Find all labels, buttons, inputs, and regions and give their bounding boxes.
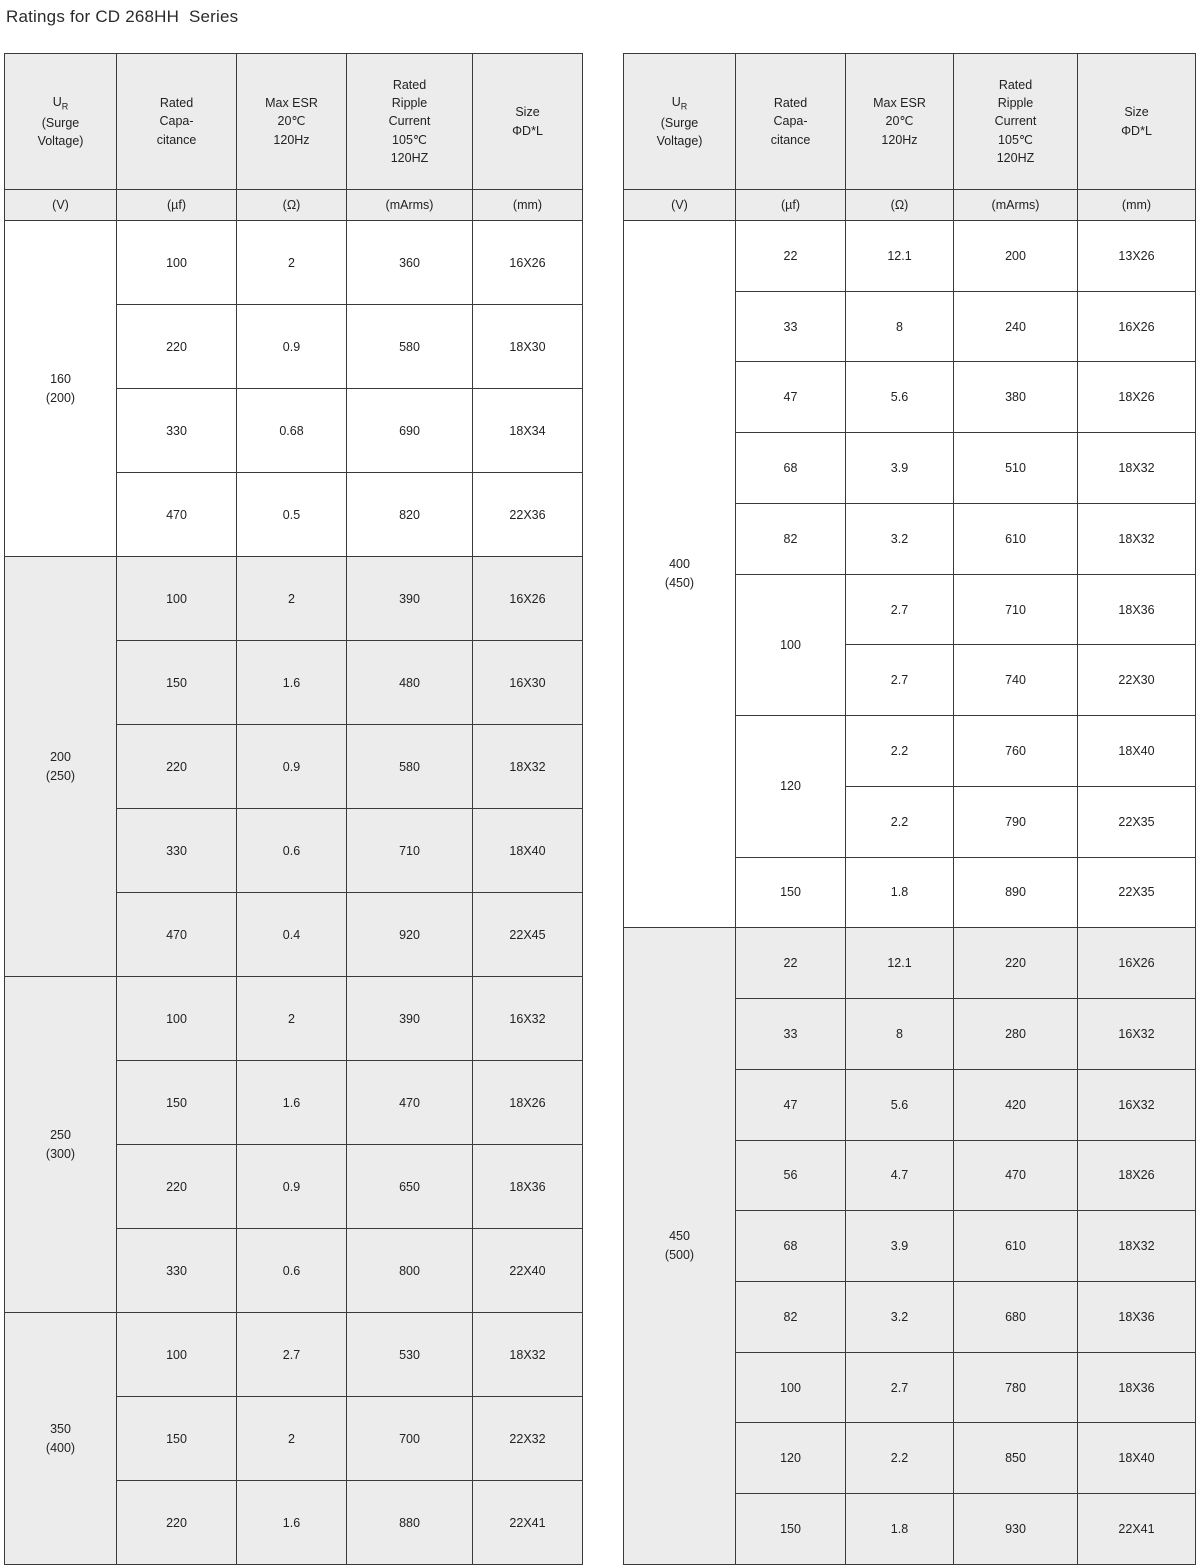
cell-size: 18X36: [473, 1145, 583, 1229]
cell-capacitance: 82: [736, 503, 846, 574]
header-ripple-line1: Rated: [392, 78, 427, 93]
header-size-line1: Size: [515, 105, 540, 120]
cell-capacitance: 470: [117, 893, 237, 977]
cell-capacitance: 220: [117, 1145, 237, 1229]
voltage-rated: 350: [50, 1421, 71, 1436]
cell-esr: 2.7: [237, 1313, 347, 1397]
header-cap-line2: Capa-: [773, 114, 808, 129]
cell-esr: 2.2: [846, 716, 954, 787]
cell-esr: 5.6: [846, 1069, 954, 1140]
cell-capacitance: 150: [117, 1397, 237, 1481]
cell-ripple: 800: [347, 1229, 473, 1313]
cell-capacitance: 150: [736, 857, 846, 928]
header-ripple-line5: 120HZ: [390, 150, 429, 165]
cell-ripple: 650: [347, 1145, 473, 1229]
cell-esr: 3.2: [846, 503, 954, 574]
cell-ripple: 470: [347, 1061, 473, 1145]
header-cap-line3: citance: [156, 132, 197, 147]
ratings-tables: [0, 53, 1200, 1565]
cell-size: 18X32: [473, 1313, 583, 1397]
cell-ripple: 470: [954, 1140, 1078, 1211]
cell-capacitance: 68: [736, 433, 846, 504]
cell-ripple: 240: [954, 291, 1078, 362]
cell-esr: 2: [237, 557, 347, 641]
cell-esr: 3.9: [846, 433, 954, 504]
voltage-group-cell: [5, 977, 117, 1313]
header-esr-line1: Max ESR: [873, 96, 926, 111]
table-units-row: [5, 190, 583, 221]
voltage-surge: (300): [45, 1146, 76, 1161]
cell-capacitance: 100: [736, 574, 846, 715]
cell-ripple: 690: [347, 389, 473, 473]
cell-esr: 2: [237, 977, 347, 1061]
cell-esr: 2.7: [846, 574, 954, 645]
cell-capacitance: 150: [117, 641, 237, 725]
cell-capacitance: 22: [736, 221, 846, 292]
cell-esr: 2: [237, 1397, 347, 1481]
cell-esr: 0.4: [237, 893, 347, 977]
header-cap-line3: citance: [770, 132, 811, 147]
cell-ripple: 610: [954, 1211, 1078, 1282]
header-ur-symbol: U: [52, 95, 62, 110]
cell-esr: 1.6: [237, 1481, 347, 1565]
unit-size: (mm): [1078, 190, 1196, 221]
cell-size: 22X36: [473, 473, 583, 557]
header-ripple-line2: Ripple: [997, 96, 1034, 111]
cell-size: 22X35: [1078, 857, 1196, 928]
cell-capacitance: 100: [117, 221, 237, 305]
unit-capacitance: (µf): [736, 190, 846, 221]
unit-esr: (Ω): [846, 190, 954, 221]
cell-ripple: 890: [954, 857, 1078, 928]
cell-size: 18X40: [1078, 716, 1196, 787]
voltage-rated: 200: [50, 749, 71, 764]
header-ur-note2: Voltage): [656, 133, 703, 148]
voltage-rated: 400: [669, 557, 690, 572]
ratings-table-right: [623, 53, 1196, 1565]
cell-size: 18X30: [473, 305, 583, 389]
cell-size: 22X41: [1078, 1494, 1196, 1565]
cell-esr: 0.6: [237, 1229, 347, 1313]
cell-ripple: 480: [347, 641, 473, 725]
cell-esr: 2.2: [846, 1423, 954, 1494]
header-ripple-line3: Current: [388, 114, 431, 129]
cell-size: 18X32: [473, 725, 583, 809]
cell-capacitance: 120: [736, 716, 846, 857]
voltage-surge: (450): [664, 576, 695, 591]
unit-ripple: (mArms): [954, 190, 1078, 221]
cell-esr: 1.6: [237, 641, 347, 725]
table-units-row: [624, 190, 1196, 221]
cell-ripple: 880: [347, 1481, 473, 1565]
cell-esr: 1.8: [846, 857, 954, 928]
cell-size: 16X32: [1078, 1069, 1196, 1140]
header-esr-line3: 120Hz: [881, 132, 918, 147]
voltage-surge: (500): [664, 1248, 695, 1263]
header-esr-line2: 20℃: [277, 114, 306, 129]
cell-size: 18X26: [473, 1061, 583, 1145]
header-ur-note2: Voltage): [37, 133, 84, 148]
voltage-group-cell: [624, 221, 736, 928]
header-ur-subscript: R: [680, 101, 688, 112]
table-row: [5, 221, 583, 305]
cell-size: 18X36: [1078, 574, 1196, 645]
cell-size: 18X36: [1078, 1352, 1196, 1423]
cell-esr: 0.68: [237, 389, 347, 473]
unit-ur: (V): [5, 190, 117, 221]
cell-size: 16X32: [473, 977, 583, 1061]
cell-esr: 2.7: [846, 1352, 954, 1423]
header-esr: [237, 54, 347, 190]
cell-size: 18X34: [473, 389, 583, 473]
cell-size: 22X40: [473, 1229, 583, 1313]
header-ur: [5, 54, 117, 190]
cell-ripple: 200: [954, 221, 1078, 292]
cell-esr: 12.1: [846, 221, 954, 292]
cell-esr: 1.6: [237, 1061, 347, 1145]
cell-esr: 12.1: [846, 928, 954, 999]
cell-capacitance: 56: [736, 1140, 846, 1211]
voltage-surge: (250): [45, 768, 76, 783]
cell-capacitance: 150: [117, 1061, 237, 1145]
cell-esr: 0.9: [237, 305, 347, 389]
cell-size: 18X32: [1078, 433, 1196, 504]
header-ripple-line2: Ripple: [391, 96, 428, 111]
cell-capacitance: 150: [736, 1494, 846, 1565]
cell-ripple: 360: [347, 221, 473, 305]
cell-ripple: 280: [954, 999, 1078, 1070]
cell-capacitance: 220: [117, 1481, 237, 1565]
voltage-group-cell: [5, 1313, 117, 1565]
header-ripple-line3: Current: [994, 114, 1037, 129]
cell-capacitance: 220: [117, 305, 237, 389]
cell-capacitance: 33: [736, 999, 846, 1070]
cell-ripple: 820: [347, 473, 473, 557]
voltage-rated: 450: [669, 1229, 690, 1244]
cell-ripple: 580: [347, 305, 473, 389]
table-row: [624, 221, 1196, 292]
cell-size: 16X30: [473, 641, 583, 725]
cell-ripple: 760: [954, 716, 1078, 787]
header-cap-line1: Rated: [159, 96, 194, 111]
header-ripple-line4: 105℃: [998, 132, 1033, 147]
header-ur-note1: (Surge: [41, 115, 80, 130]
header-ripple-current: [954, 54, 1078, 190]
voltage-surge: (400): [45, 1440, 76, 1455]
voltage-group-cell: [624, 928, 736, 1565]
cell-ripple: 710: [347, 809, 473, 893]
cell-size: 18X40: [473, 809, 583, 893]
voltage-rated: 160: [50, 371, 71, 386]
header-ripple-line1: Rated: [998, 78, 1033, 93]
cell-size: 16X26: [473, 221, 583, 305]
header-ripple-line5: 120HZ: [996, 150, 1035, 165]
cell-esr: 1.8: [846, 1494, 954, 1565]
cell-esr: 8: [846, 999, 954, 1070]
cell-capacitance: 220: [117, 725, 237, 809]
unit-ripple: (mArms): [347, 190, 473, 221]
ratings-table-left: [4, 53, 583, 1565]
cell-capacitance: 100: [117, 977, 237, 1061]
cell-size: 16X26: [1078, 291, 1196, 362]
cell-capacitance: 470: [117, 473, 237, 557]
cell-ripple: 920: [347, 893, 473, 977]
unit-capacitance: (µf): [117, 190, 237, 221]
cell-ripple: 380: [954, 362, 1078, 433]
header-ur-note1: (Surge: [660, 115, 699, 130]
table-header-row: [624, 54, 1196, 190]
table-row: [624, 928, 1196, 999]
cell-esr: 0.9: [237, 725, 347, 809]
cell-esr: 0.5: [237, 473, 347, 557]
cell-esr: 0.6: [237, 809, 347, 893]
cell-ripple: 220: [954, 928, 1078, 999]
voltage-group-cell: [5, 221, 117, 557]
header-capacitance: [117, 54, 237, 190]
cell-capacitance: 330: [117, 809, 237, 893]
cell-ripple: 680: [954, 1282, 1078, 1353]
voltage-surge: (200): [45, 390, 76, 405]
cell-capacitance: 120: [736, 1423, 846, 1494]
header-esr-line2: 20℃: [885, 114, 914, 129]
cell-capacitance: 100: [736, 1352, 846, 1423]
cell-size: 22X35: [1078, 786, 1196, 857]
cell-ripple: 390: [347, 977, 473, 1061]
cell-esr: 5.6: [846, 362, 954, 433]
cell-size: 18X26: [1078, 1140, 1196, 1211]
cell-esr: 2.7: [846, 645, 954, 716]
unit-ur: (V): [624, 190, 736, 221]
cell-capacitance: 330: [117, 1229, 237, 1313]
cell-ripple: 850: [954, 1423, 1078, 1494]
cell-size: 18X26: [1078, 362, 1196, 433]
cell-ripple: 580: [347, 725, 473, 809]
cell-size: 22X32: [473, 1397, 583, 1481]
table-header-row: [5, 54, 583, 190]
header-cap-line2: Capa-: [159, 114, 194, 129]
table-row: [5, 557, 583, 641]
cell-size: 22X45: [473, 893, 583, 977]
cell-capacitance: 100: [117, 1313, 237, 1397]
voltage-rated: 250: [50, 1127, 71, 1142]
cell-size: 16X32: [1078, 999, 1196, 1070]
header-ur-symbol: U: [671, 95, 681, 110]
cell-ripple: 710: [954, 574, 1078, 645]
table-body-right: [624, 221, 1196, 1565]
header-ur: [624, 54, 736, 190]
cell-capacitance: 47: [736, 1069, 846, 1140]
cell-ripple: 700: [347, 1397, 473, 1481]
cell-capacitance: 100: [117, 557, 237, 641]
header-esr: [846, 54, 954, 190]
cell-size: 18X32: [1078, 1211, 1196, 1282]
cell-esr: 8: [846, 291, 954, 362]
header-capacitance: [736, 54, 846, 190]
cell-capacitance: 22: [736, 928, 846, 999]
voltage-group-cell: [5, 557, 117, 977]
cell-ripple: 930: [954, 1494, 1078, 1565]
header-esr-line1: Max ESR: [265, 96, 318, 111]
cell-esr: 2: [237, 221, 347, 305]
cell-size: 18X40: [1078, 1423, 1196, 1494]
header-size: [1078, 54, 1196, 190]
header-ripple-current: [347, 54, 473, 190]
header-size-line1: Size: [1124, 105, 1149, 120]
cell-capacitance: 68: [736, 1211, 846, 1282]
cell-ripple: 390: [347, 557, 473, 641]
cell-ripple: 780: [954, 1352, 1078, 1423]
cell-esr: 2.2: [846, 786, 954, 857]
cell-esr: 3.9: [846, 1211, 954, 1282]
cell-size: 22X41: [473, 1481, 583, 1565]
cell-ripple: 420: [954, 1069, 1078, 1140]
cell-size: 13X26: [1078, 221, 1196, 292]
cell-size: 22X30: [1078, 645, 1196, 716]
table-row: [5, 1313, 583, 1397]
cell-size: 18X32: [1078, 503, 1196, 574]
cell-capacitance: 47: [736, 362, 846, 433]
page-title: Ratings for CD 268HH Series: [6, 7, 239, 26]
header-esr-line3: 120Hz: [273, 132, 310, 147]
cell-esr: 3.2: [846, 1282, 954, 1353]
header-cap-line1: Rated: [773, 96, 808, 111]
cell-esr: 4.7: [846, 1140, 954, 1211]
unit-size: (mm): [473, 190, 583, 221]
cell-ripple: 610: [954, 503, 1078, 574]
header-ripple-line4: 105℃: [392, 132, 427, 147]
cell-ripple: 510: [954, 433, 1078, 504]
header-ur-subscript: R: [61, 101, 69, 112]
cell-capacitance: 33: [736, 291, 846, 362]
cell-capacitance: 330: [117, 389, 237, 473]
table-row: [5, 977, 583, 1061]
header-size: [473, 54, 583, 190]
unit-esr: (Ω): [237, 190, 347, 221]
table-body-left: [5, 221, 583, 1565]
cell-ripple: 530: [347, 1313, 473, 1397]
header-size-line2: ΦD*L: [1121, 123, 1152, 138]
cell-size: 16X26: [473, 557, 583, 641]
cell-size: 16X26: [1078, 928, 1196, 999]
cell-capacitance: 82: [736, 1282, 846, 1353]
header-size-line2: ΦD*L: [512, 123, 543, 138]
cell-ripple: 740: [954, 645, 1078, 716]
cell-ripple: 790: [954, 786, 1078, 857]
cell-size: 18X36: [1078, 1282, 1196, 1353]
cell-esr: 0.9: [237, 1145, 347, 1229]
